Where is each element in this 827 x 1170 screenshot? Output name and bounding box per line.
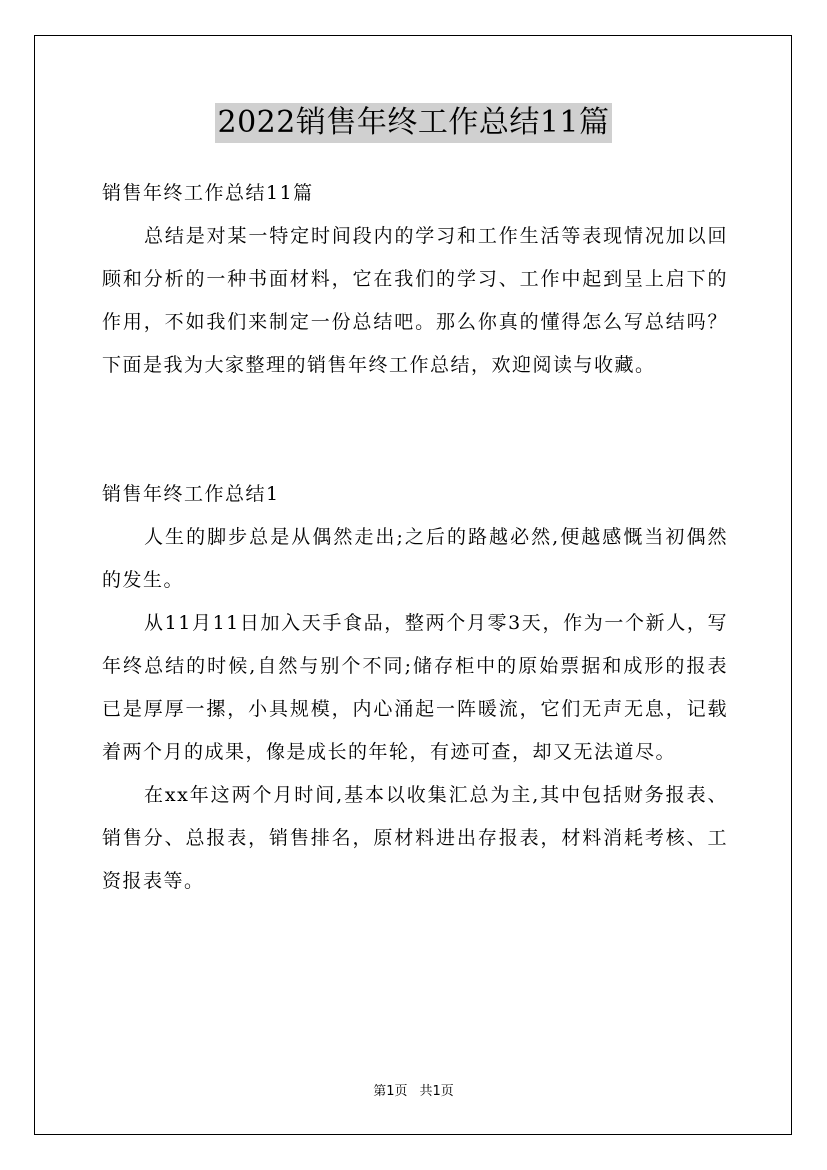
document-body	[102, 172, 728, 903]
title-container	[0, 103, 827, 143]
document-subtitle: 销售年终工作总结11篇	[102, 182, 314, 204]
page-footer	[0, 1082, 827, 1102]
page-number-current: 第1页	[373, 1084, 408, 1099]
page-number-total: 共1页	[419, 1084, 454, 1099]
section-heading: 销售年终工作总结1	[102, 483, 280, 505]
body-paragraph-1: 人生的脚步总是从偶然走出;之后的路越必然,便越感慨当初偶然的发生。	[102, 526, 728, 591]
body-paragraph-3: 在xx年这两个月时间,基本以收集汇总为主,其中包括财务报表、销售分、总报表，销售排名，原材料进出存报表，材料消耗考核、工资报表等。	[102, 784, 728, 892]
intro-paragraph: 总结是对某一特定时间段内的学习和工作生活等表现情况加以回顾和分析的一种书面材料，它在我们的学习、工作中起到呈上启下的作用，不如我们来制定一份总结吧。那么你真的懂得怎么写总结吗？下面是我为大家整理的销售年终工作总结，欢迎阅读与收藏。	[102, 225, 728, 376]
document-title: 2022销售年终工作总结11篇	[215, 103, 611, 143]
body-paragraph-2: 从11月11日加入天手食品，整两个月零3天，作为一个新人，写年终总结的时候,自然与别个不同;储存柜中的原始票据和成形的报表已是厚厚一摞，小具规模，内心涌起一阵暖流，它们无声无息，记载着两个月的成果，像是成长的年轮，有迹可查，却又无法道尽。	[102, 612, 728, 763]
